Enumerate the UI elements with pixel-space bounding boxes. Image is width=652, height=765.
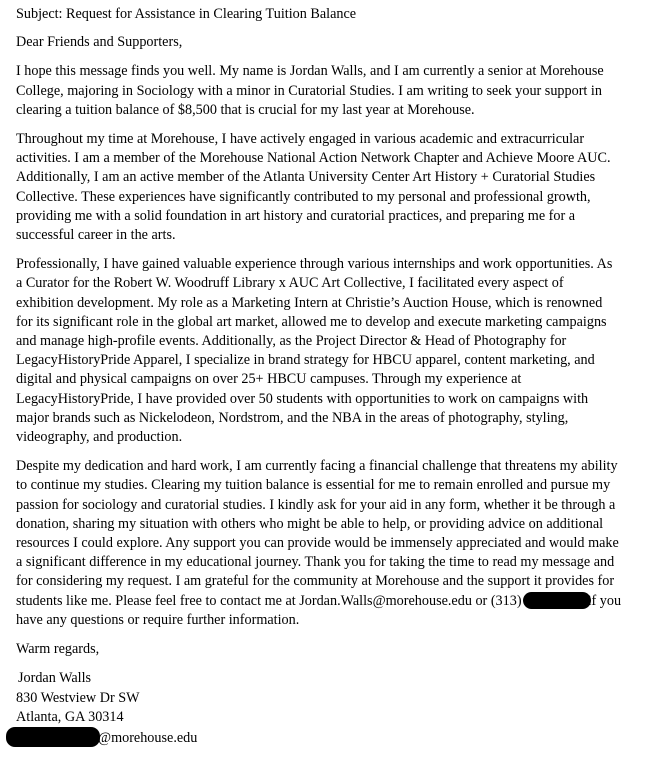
paragraph-line: a significant difference in my educational journey. Thank you for taking the time to read my message and xyxy=(16,554,615,571)
paragraph-line: College, majoring in Sociology with a minor in Curatorial Studies. I am writing to seek your support in xyxy=(16,82,602,99)
paragraph-line: passion for sociology and curatorial studies. I kindly ask for your aid in any form, whether it be through a xyxy=(16,496,616,513)
spacer xyxy=(16,52,646,62)
signature-name: Jordan Walls xyxy=(18,670,92,687)
paragraph-line: videography, and production. xyxy=(16,429,183,446)
paragraph-line: Additionally, I am an active member of the Atlanta University Center Art History + Curatorial Studies xyxy=(16,169,596,186)
paragraph-request xyxy=(16,457,646,630)
paragraph-line: exhibition development. My role as a Marketing Intern at Christie’s Auction House, which is renowned xyxy=(16,294,603,311)
paragraph-introduction xyxy=(16,62,646,120)
contact-text: students like me. Please feel free to contact me at Jordan.Walls@morehouse.edu or (313) xyxy=(16,592,522,609)
phone-redaction xyxy=(523,592,591,609)
spacer xyxy=(16,659,646,669)
paragraph-experience xyxy=(16,255,646,447)
letter xyxy=(16,5,646,748)
signature-street: 830 Westview Dr SW xyxy=(16,689,140,706)
paragraph-line: Throughout my time at Morehouse, I have actively engaged in various academic and extracurricular xyxy=(16,131,585,148)
paragraph-line: for considering my request. I am grateful for the community at Morehouse and the support it provides for xyxy=(16,573,615,590)
paragraph-line: digital and physical campaigns on over 25+ HBCU campuses. Through my experience at xyxy=(16,371,522,388)
spacer xyxy=(16,120,646,130)
paragraph-line: have any questions or require further information. xyxy=(16,611,300,628)
paragraph-line: Professionally, I have gained valuable experience through various internships and work opportunities. As xyxy=(16,256,613,273)
paragraph-line: I hope this message finds you well. My name is Jordan Walls, and I am currently a senior at Morehouse xyxy=(16,63,604,80)
contact-line xyxy=(16,592,646,611)
paragraph-line: LegacyHistoryPride Apparel, I specialize in brand strategy for HBCU apparel, content marketing, and xyxy=(16,352,595,369)
paragraph-line: Collective. These experiences have significantly contributed to my personal and professional growth, xyxy=(16,188,591,205)
signature-city: Atlanta, GA 30314 xyxy=(16,708,124,725)
email-redaction xyxy=(6,727,100,747)
paragraph-line: to continue my studies. Clearing my tuition balance is essential for me to remain enrolled and pursue my xyxy=(16,477,611,494)
spacer xyxy=(16,630,646,640)
paragraph-line: resources I could explore. Any support you can provide would be immensely appreciated and would make xyxy=(16,535,619,552)
subject-line: Subject: Request for Assistance in Clearing Tuition Balance xyxy=(16,6,357,22)
signature-block xyxy=(16,669,646,748)
paragraph-line: LegacyHistoryPride, I have provided over 50 students with opportunities to work on campaigns with xyxy=(16,390,589,407)
paragraph-line: for its significant role in the global art market, allowed me to develop and execute marketing campaigns xyxy=(16,313,607,330)
signature-email-domain: @morehouse.edu xyxy=(98,729,198,746)
paragraph-line: activities. I am a member of the Morehouse National Action Network Chapter and Achieve Moore AUC. xyxy=(16,150,611,167)
contact-text-end: if you xyxy=(587,592,622,609)
closing: Warm regards, xyxy=(16,641,100,658)
spacer xyxy=(16,245,646,255)
signature-email xyxy=(16,727,646,748)
paragraph-line: clearing a tuition balance of $8,500 that is crucial for my last year at Morehouse. xyxy=(16,101,475,118)
paragraph-activities xyxy=(16,130,646,245)
paragraph-line: a Curator for the Robert W. Woodruff Library x AUC Art Collective, I facilitated every aspect of xyxy=(16,275,564,292)
paragraph-line: successful career in the arts. xyxy=(16,227,176,244)
salutation: Dear Friends and Supporters, xyxy=(16,34,183,51)
paragraph-line: Despite my dedication and hard work, I am currently facing a financial challenge that threatens my ability xyxy=(16,458,618,475)
paragraph-line: providing me with a solid foundation in art history and curatorial practices, and preparing me for a xyxy=(16,207,576,224)
paragraph-line: major brands such as Nickelodeon, Nordstrom, and the NBA in the areas of photography, styling, xyxy=(16,409,569,426)
paragraph-line: donation, sharing my situation with others who might be able to help, or providing advice on additional xyxy=(16,515,604,532)
spacer xyxy=(16,447,646,457)
paragraph-line: and manage high-profile events. Additionally, as the Project Director & Head of Photography for xyxy=(16,333,567,350)
spacer xyxy=(16,24,646,33)
